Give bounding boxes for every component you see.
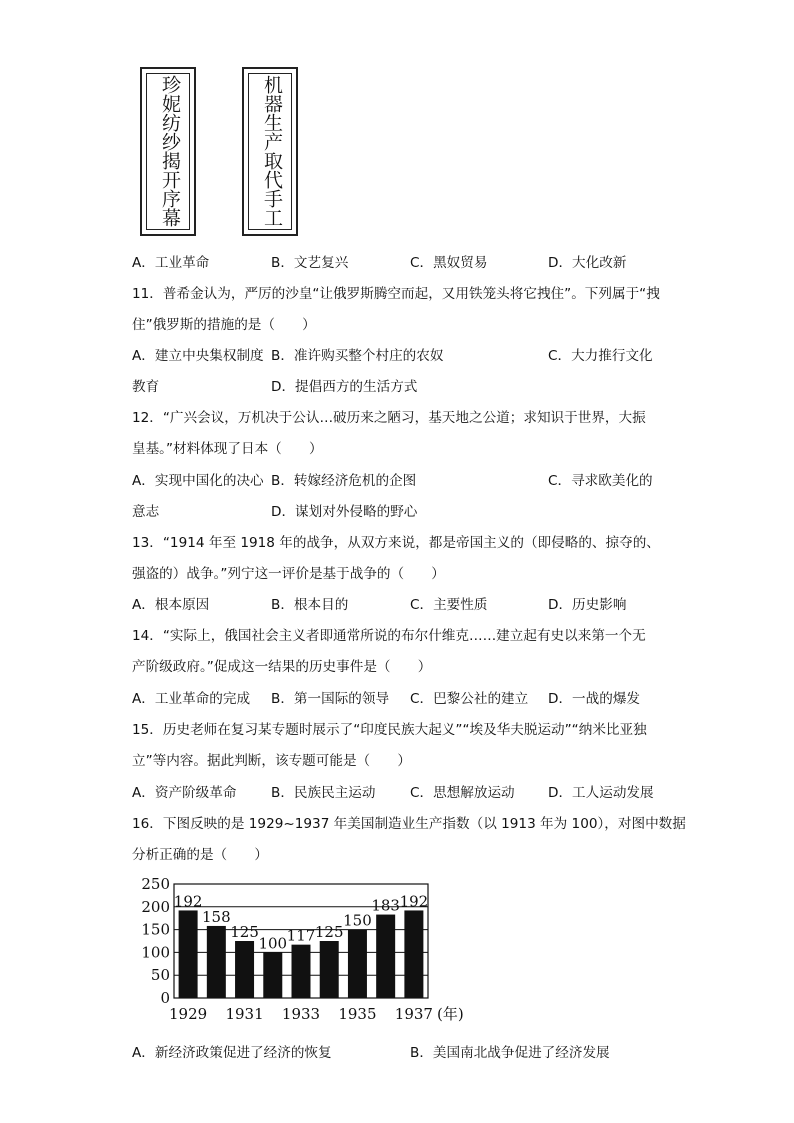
q11-option-a: A．建立中央集权制度 <box>132 348 264 364</box>
q12-option-c-continued: 意志 <box>132 504 160 520</box>
q13-option-d: D．历史影响 <box>548 597 627 613</box>
figure-box-2 <box>242 67 298 236</box>
chart-data-label-1930: 158 <box>202 907 231 926</box>
chart-bar-1934 <box>320 941 339 998</box>
chart-bar-1933 <box>292 945 311 998</box>
chart-x-tick-label: 1937 <box>394 1005 433 1023</box>
chart-y-tick-label: 200 <box>141 897 170 916</box>
chart-y-tick-label: 0 <box>160 989 170 1007</box>
q13-option-b: B．根本目的 <box>271 597 349 613</box>
q10-option-d: D．大化改新 <box>548 255 627 271</box>
q11-stem-line-1: 11．普希金认为，严厉的沙皇“让俄罗斯腾空而起，又用铁笼头将它拽住”。下列属于“拽 <box>132 286 660 302</box>
q14-option-c: C．巴黎公社的建立 <box>410 691 529 707</box>
figure-box-1 <box>140 67 196 236</box>
chart-x-tick-label: 1929 <box>169 1005 208 1023</box>
chart-bar-1932 <box>263 952 282 998</box>
q12-option-a: A．实现中国化的决心 <box>132 473 264 489</box>
chart-x-tick-label: 1935 <box>338 1005 377 1023</box>
chart-data-label-1934: 125 <box>314 923 344 941</box>
chart-data-label-1931: 125 <box>230 923 259 941</box>
chart-bar-1931 <box>235 941 254 998</box>
chart-data-label-1935: 150 <box>343 911 372 930</box>
chart-data-label-1929: 192 <box>173 892 203 911</box>
q13-option-a: A．根本原因 <box>132 597 210 613</box>
chart-bar-1930 <box>207 926 226 998</box>
q14-stem-line-1: 14．“实际上，俄国社会主义者即通常所说的布尔什维克……建立起有史以来第一个无 <box>132 628 646 644</box>
chart-x-axis-label: (年) <box>437 1005 464 1023</box>
chart-x-tick-label: 1931 <box>225 1005 264 1023</box>
chart-bar-1937 <box>404 910 423 998</box>
chart-data-label-1933: 117 <box>286 926 316 945</box>
q16-stem-line-1: 16．下图反映的是 1929~1937 年美国制造业生产指数（以 1913 年为 100），对图中数据 <box>132 816 686 832</box>
figure-box-2-text: 机器生产取代手工 <box>261 75 283 227</box>
q14-stem-line-2: 产阶级政府。”促成这一结果的历史事件是（ ） <box>132 659 432 675</box>
q12-option-d: D．谋划对外侵略的野心 <box>271 504 418 520</box>
q10-option-c: C．黑奴贸易 <box>410 255 488 271</box>
q11-option-d: D．提倡西方的生活方式 <box>271 379 418 395</box>
q11-option-b: B．准许购买整个村庄的农奴 <box>271 348 444 364</box>
q10-option-b: B．文艺复兴 <box>271 255 349 271</box>
chart-y-tick-label: 150 <box>141 920 170 939</box>
chart-data-label-1932: 100 <box>258 934 288 953</box>
q16-stem-line-2: 分析正确的是（ ） <box>132 847 268 863</box>
chart-bar-1935 <box>348 930 367 998</box>
q11-option-c-continued: 教育 <box>132 379 160 395</box>
q13-stem-line-1: 13．“1914 年至 1918 年的战争，从双方来说，都是帝国主义的（即侵略的、掠夺的、 <box>132 535 660 551</box>
q15-option-d: D．工人运动发展 <box>548 785 654 801</box>
chart-x-tick-label: 1933 <box>281 1005 321 1023</box>
q14-option-a: A．工业革命的完成 <box>132 691 251 707</box>
q12-stem-line-1: 12．“广兴会议，万机决于公认…破历来之陋习，基天地之公道；求知识于世界，大振 <box>132 410 646 426</box>
chart-data-label-1937: 192 <box>399 892 429 911</box>
q15-option-c: C．思想解放运动 <box>410 785 515 801</box>
chart-y-tick-label: 100 <box>141 943 170 962</box>
q12-option-c: C．寻求欧美化的 <box>548 473 653 489</box>
chart-x-ticks <box>169 1005 433 1023</box>
q13-option-c: C．主要性质 <box>410 597 488 613</box>
q16-option-a: A．新经济政策促进了经济的恢复 <box>132 1045 332 1061</box>
q11-option-c: C．大力推行文化 <box>548 348 653 364</box>
q15-option-b: B．民族民主运动 <box>271 785 376 801</box>
chart-y-ticks <box>141 876 170 1007</box>
chart-bar-1936 <box>376 915 395 998</box>
q14-option-b: B．第一国际的领导 <box>271 691 390 707</box>
chart-y-tick-label: 50 <box>150 966 170 985</box>
chart-y-tick-label: 250 <box>141 876 170 893</box>
q10-option-a: A．工业革命 <box>132 255 210 271</box>
q13-stem-line-2: 强盗的）战争。”列宁这一评价是基于战争的（ ） <box>132 566 445 582</box>
q14-option-d: D．一战的爆发 <box>548 691 641 707</box>
figure-box-1-text: 珍妮纺纱揭开序幕 <box>159 75 181 227</box>
q12-option-b: B．转嫁经济危机的企图 <box>271 473 417 489</box>
chart-bar-1929 <box>179 910 198 998</box>
q16-option-b: B．美国南北战争促进了经济发展 <box>410 1045 610 1061</box>
chart-data-label-1936: 183 <box>371 896 400 915</box>
q11-stem-line-2: 住”俄罗斯的措施的是（ ） <box>132 317 316 333</box>
production-index-chart <box>130 876 480 1036</box>
q15-option-a: A．资产阶级革命 <box>132 785 237 801</box>
q15-stem-line-2: 立”等内容。据此判断，该专题可能是（ ） <box>132 753 411 769</box>
q12-stem-line-2: 皇基。”材料体现了日本（ ） <box>132 441 323 457</box>
q15-stem-line-1: 15．历史老师在复习某专题时展示了“印度民族大起义”“埃及华夫脱运动”“纳米比亚独 <box>132 722 647 738</box>
